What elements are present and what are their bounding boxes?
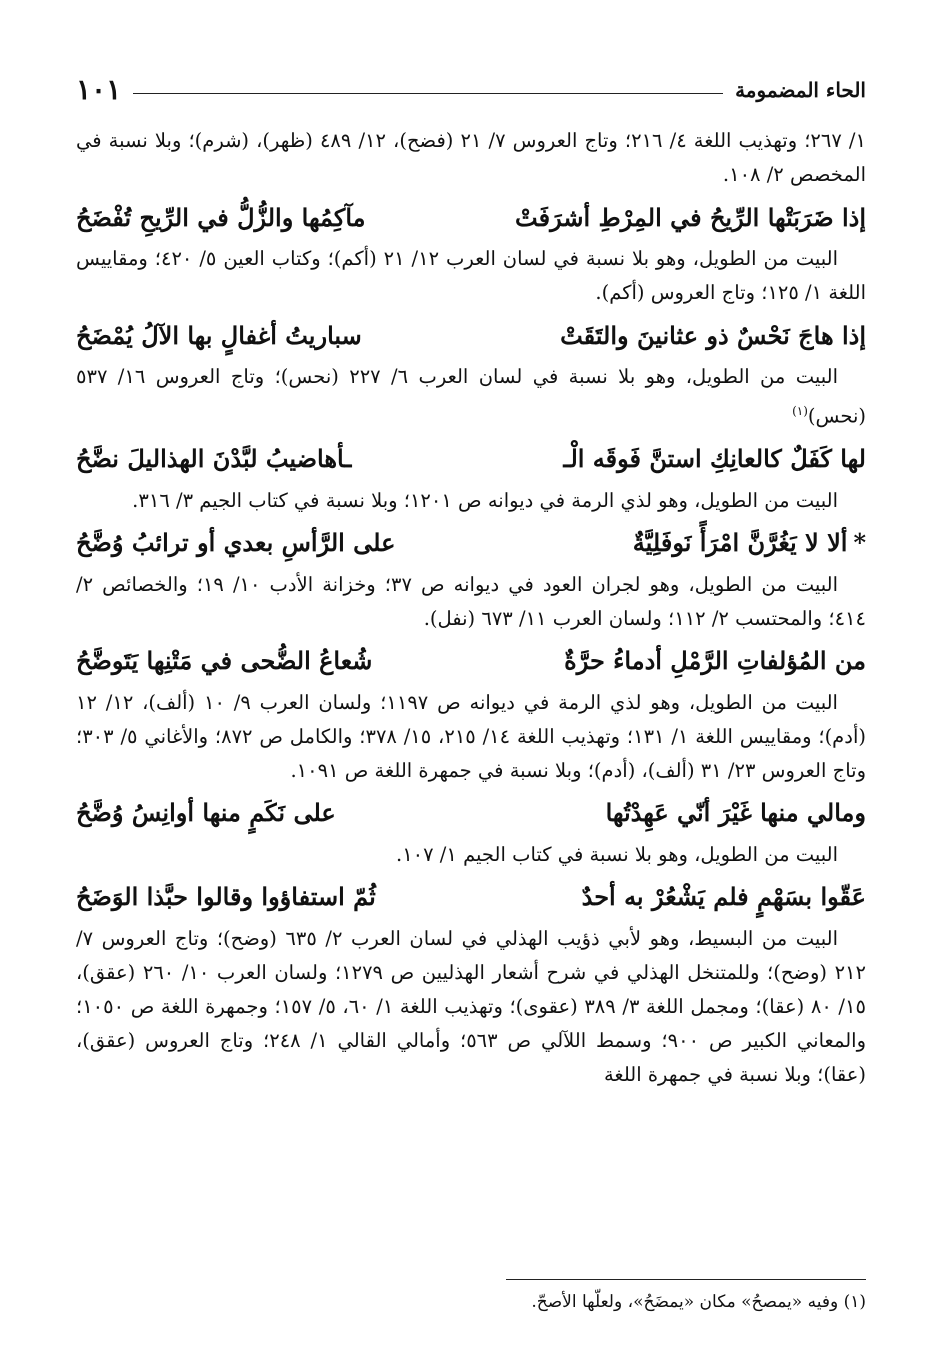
verse-first-hemistich bbox=[563, 444, 866, 473]
hemistich-text: ألا لا يَغُرَّنَّ امْرَأً نَوفَلِيَّةٌ bbox=[632, 528, 848, 557]
verse-second-hemistich: ثُمّ استفاؤوا وقالوا حبَّذا الوَضَحُ bbox=[76, 882, 376, 911]
poetry-verse bbox=[76, 872, 866, 922]
paragraph-text: البيت من الطويل، وهو بلا نسبة في لسان العرب ١٢/ ٢١ (أكم)؛ وكتاب العين ٥/ ٤٢٠؛ ومقاييس اللغة ١/ ١٢٥؛ وتاج العروس (أكم). bbox=[76, 247, 866, 304]
footnote: (١) وفيه «يمصحُ» مكان «يمضَحُ»، ولعلّها الأصحّ. bbox=[531, 1292, 866, 1312]
paragraph-text: البيت من الطويل، وهو لذي الرمة في ديوانه ص ١٢٠١؛ وبلا نسبة في كتاب الجيم ٣/ ٣١٦. bbox=[132, 488, 838, 512]
verse-second-hemistich: مآكِمُها والزُّلُّ في الرِّيحِ تُفْضَحُ bbox=[76, 202, 366, 232]
verse-first-hemistich bbox=[515, 203, 866, 232]
poetry-verse bbox=[76, 192, 866, 242]
asterisk-icon: * bbox=[853, 528, 866, 557]
paragraph-text: البيت من الطويل، وهو لجران العود في ديوانه ص ٣٧؛ وخزانة الأدب ١٠/ ١٩؛ والخصائص ٢/ ٤١٤؛ والمحتسب ٢/ ١١٢؛ ولسان العرب ١١/ ٦٧٣ (نفل). bbox=[76, 572, 866, 630]
header-rule bbox=[133, 93, 723, 94]
verse-first-hemistich bbox=[633, 528, 866, 557]
citation-paragraph bbox=[76, 124, 866, 192]
verse-first-hemistich bbox=[606, 798, 866, 827]
citation-paragraph bbox=[76, 922, 866, 1092]
verse-second-hemistich: سباريتُ أغفالٍ بها الآلُ يُمْضَحُ bbox=[76, 320, 362, 350]
verse-second-hemistich: على نَكَمٍ منها أوانِسُ وُضَّحُ bbox=[76, 798, 336, 827]
poetry-verse bbox=[76, 310, 866, 360]
verse-second-hemistich: شُعاعُ الضُّحى في مَتْنِها يَتَوضَّحُ bbox=[76, 646, 373, 675]
paragraph-text: البيت من الطويل، وهو لذي الرمة في ديوانه ص ١١٩٧؛ ولسان العرب ٩/ ١٠ (ألف)، ١٢/ ١٢ (أدم)؛ ومقاييس اللغة ١/ ١٣١؛ وتهذيب اللغة ١٤/ ٢١٥، ١٥/ ٣٧٨؛ والكامل ص ٨٧٢؛ والأغاني ٥/ ٣٠٣؛ وتاج العروس ٢٣/ ٣١ (ألف)، (أدم)؛ وبلا نسبة في جمهرة اللغة ص ١٠٩١. bbox=[76, 690, 866, 782]
verse-first-hemistich bbox=[582, 882, 866, 911]
poetry-verse bbox=[76, 434, 866, 484]
citation-paragraph bbox=[76, 360, 866, 434]
verse-first-hemistich bbox=[560, 321, 866, 350]
citation-paragraph bbox=[76, 242, 866, 310]
verse-second-hemistich: على الرَّأسِ بعدي أو ترائبُ وُضَّحُ bbox=[76, 528, 396, 557]
hemistich-text: إذا هاجَ نَحْسٌ ذو عثانينَ والتَقَتْ bbox=[560, 320, 866, 350]
page-body bbox=[76, 124, 866, 1092]
paragraph-text: ١/ ٢٦٧؛ وتهذيب اللغة ٤/ ٢١٦؛ وتاج العروس ٧/ ٢١ (فضح)، ١٢/ ٤٨٩ (ظهر)، (شرم)؛ وبلا نسبة في المخصص ٢/ ١٠٨. bbox=[76, 129, 866, 186]
chapter-title: الحاء المضمومة bbox=[735, 78, 866, 102]
citation-paragraph bbox=[76, 484, 866, 518]
hemistich-text: إذا ضَرَبَتْها الرِّيحُ في المِرْطِ أشرَفَتْ bbox=[515, 202, 866, 232]
book-page bbox=[76, 62, 866, 1332]
citation-paragraph bbox=[76, 686, 866, 788]
hemistich-text: من المُؤلفاتِ الرَّمْلِ أدماءُ حرَّةٌ bbox=[564, 646, 866, 675]
poetry-verse bbox=[76, 788, 866, 838]
poetry-verse bbox=[76, 518, 866, 568]
verse-second-hemistich: ـأهاضيبُ لبَّدْنَ الهذاليلَ نضَّحُ bbox=[76, 444, 352, 473]
citation-paragraph bbox=[76, 568, 866, 636]
paragraph-text: البيت من البسيط، وهو لأبي ذؤيب الهذلي في لسان العرب ٢/ ٦٣٥ (وضح)؛ وتاج العروس ٧/ ٢١٢ (وضح)؛ وللمتنخل الهذلي في شرح أشعار الهذليين ص ١٢٧٩؛ ولسان العرب ١٠/ ٢٦٠ (عقق)، ١٥/ ٨٠ (عقا)؛ ومجمل اللغة ٣/ ٣٨٩ (عقوى)؛ وتهذيب اللغة ١/ ٦٠، ٥/ ١٥٧؛ وجمهرة اللغة ص ١٠٥٠؛ والمعاني الكبير ص ٩٠٠؛ وسمط اللآلي ص ٥٦٣؛ وأمالي القالي ١/ ٢٤٨؛ وتاج العروس (عقق)، (عقا)؛ وبلا نسبة في جمهرة اللغة bbox=[76, 926, 867, 1086]
hemistich-text: ومالي منها غَيْرَ أنّي عَهِدْتُها bbox=[605, 798, 866, 827]
page-number: ١٠١ bbox=[76, 73, 122, 106]
running-header bbox=[76, 62, 866, 106]
hemistich-text: لها كَفَلٌ كالعانِكِ استنَّ فَوقَه الْـ bbox=[563, 444, 866, 473]
poetry-verse bbox=[76, 636, 866, 686]
verse-first-hemistich bbox=[564, 646, 866, 675]
citation-paragraph bbox=[76, 838, 866, 872]
paragraph-text: البيت من الطويل، وهو بلا نسبة في لسان العرب ٦/ ٢٢٧ (نحس)؛ وتاج العروس ١٦/ ٥٣٧ (نحس) bbox=[76, 365, 866, 428]
footnote-rule bbox=[506, 1279, 866, 1280]
paragraph-text: البيت من الطويل، وهو بلا نسبة في كتاب الجيم ١/ ١٠٧. bbox=[395, 842, 838, 866]
hemistich-text: عَقّوا بسَهْمٍ فلم يَشْعُرْ به أحدٌ bbox=[581, 882, 866, 911]
footnote-marker: (١) bbox=[792, 404, 808, 418]
